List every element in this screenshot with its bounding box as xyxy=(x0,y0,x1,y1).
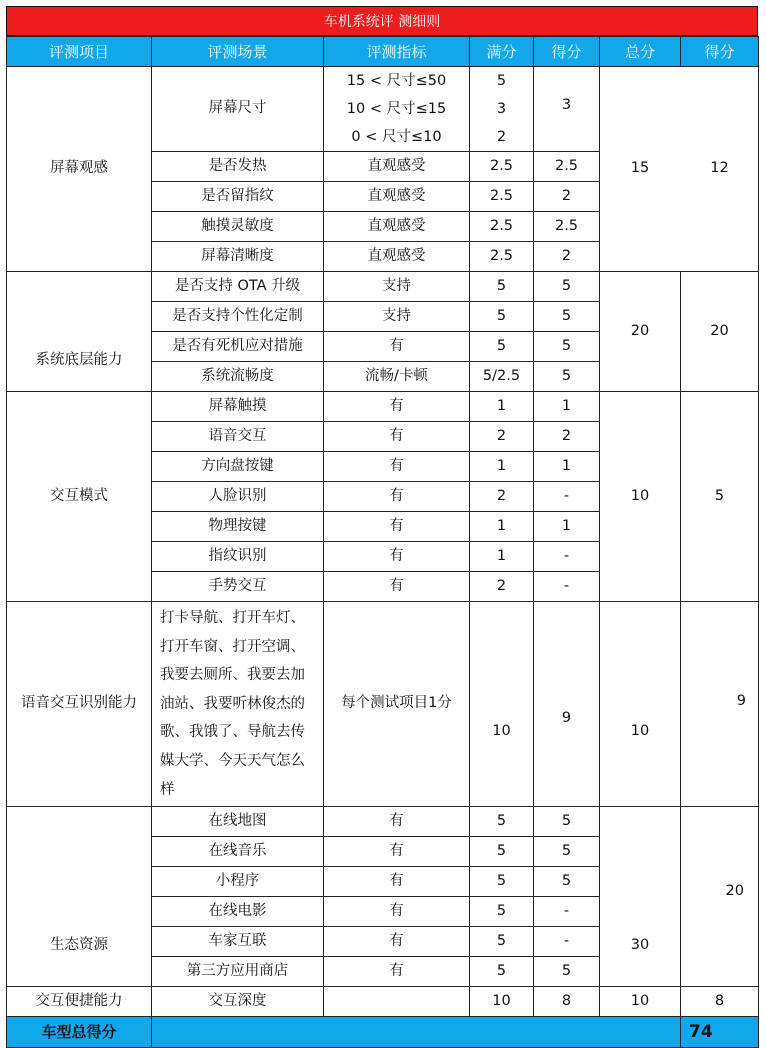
final-cell: 8 xyxy=(681,987,759,1017)
full-cell: 10 xyxy=(470,602,534,807)
full-cell: 5 xyxy=(470,897,534,927)
scene-cell: 屏幕尺寸 xyxy=(152,67,324,152)
metric-cell: 有 xyxy=(324,572,470,602)
metric-ranges xyxy=(324,67,470,152)
grand-total-spacer xyxy=(152,1017,681,1048)
metric-cell: 流畅/卡顿 xyxy=(324,362,470,392)
metric-cell: 支持 xyxy=(324,302,470,332)
score-cell: - xyxy=(534,572,600,602)
scene-cell: 方向盘按键 xyxy=(152,452,324,482)
score-cell: 5 xyxy=(534,362,600,392)
metric-cell: 直观感受 xyxy=(324,242,470,272)
range-line: 15 < 尺寸≤50 xyxy=(346,73,447,89)
metric-cell: 有 xyxy=(324,807,470,837)
metric-cell: 有 xyxy=(324,452,470,482)
full-cell: 2 xyxy=(470,482,534,512)
full-cell: 5/2.5 xyxy=(470,362,534,392)
full-cell: 5 xyxy=(470,807,534,837)
scene-cell: 手势交互 xyxy=(152,572,324,602)
scene-cell: 是否留指纹 xyxy=(152,182,324,212)
score-cell: 5 xyxy=(534,332,600,362)
final-cell: 20 xyxy=(681,272,759,392)
score-cell: 1 xyxy=(534,512,600,542)
header-full: 满分 xyxy=(470,37,534,67)
grand-total-row xyxy=(7,1017,759,1048)
category-system: 系统底层能力 xyxy=(7,272,152,392)
scene-cell: 屏幕触摸 xyxy=(152,392,324,422)
full-cell: 5 xyxy=(470,927,534,957)
category-convenience: 交互便捷能力 xyxy=(7,987,152,1017)
full-cell: 2 xyxy=(470,422,534,452)
header-item: 评测项目 xyxy=(7,37,152,67)
full-cell: 2.5 xyxy=(470,212,534,242)
metric-cell: 有 xyxy=(324,392,470,422)
full-cell: 5 xyxy=(470,957,534,987)
metric-cell xyxy=(324,987,470,1017)
score-cell: 8 xyxy=(534,987,600,1017)
scene-cell: 第三方应用商店 xyxy=(152,957,324,987)
scene-cell: 交互深度 xyxy=(152,987,324,1017)
header-scene: 评测场景 xyxy=(152,37,324,67)
full-cell: 2.5 xyxy=(470,182,534,212)
full-cell: 5 xyxy=(470,272,534,302)
scene-cell: 是否支持 OTA 升级 xyxy=(152,272,324,302)
full-score-lines xyxy=(470,67,534,152)
full-cell: 2.5 xyxy=(470,242,534,272)
metric-cell: 支持 xyxy=(324,272,470,302)
scene-cell: 在线地图 xyxy=(152,807,324,837)
scene-cell: 触摸灵敏度 xyxy=(152,212,324,242)
score-cell: 5 xyxy=(534,837,600,867)
full-cell: 5 xyxy=(470,867,534,897)
metric-cell: 有 xyxy=(324,482,470,512)
scene-cell: 是否发热 xyxy=(152,152,324,182)
metric-cell: 有 xyxy=(324,542,470,572)
metric-cell: 有 xyxy=(324,512,470,542)
category-screen: 屏幕观感 xyxy=(7,67,152,272)
category-voice: 语音交互识别能力 xyxy=(7,602,152,807)
table-row xyxy=(7,67,759,152)
full-cell: 5 xyxy=(470,302,534,332)
score-cell: 3 xyxy=(534,67,600,152)
metric-cell: 有 xyxy=(324,422,470,452)
sheet-title: 车机系统评 测细则 xyxy=(6,6,758,36)
final-cell: 9 xyxy=(681,602,759,807)
scene-cell: 小程序 xyxy=(152,867,324,897)
category-interaction: 交互模式 xyxy=(7,392,152,602)
range-line: 10 < 尺寸≤15 xyxy=(346,101,447,117)
total-cell: 10 xyxy=(600,987,681,1017)
score-cell: 2 xyxy=(534,242,600,272)
grand-total-label: 车型总得分 xyxy=(7,1017,152,1048)
score-cell: - xyxy=(534,897,600,927)
metric-cell: 每个测试项目1分 xyxy=(324,602,470,807)
score-cell: 2 xyxy=(534,182,600,212)
scene-cell: 在线电影 xyxy=(152,897,324,927)
header-metric: 评测指标 xyxy=(324,37,470,67)
total-cell: 30 xyxy=(600,807,681,987)
full-line: 3 xyxy=(496,101,507,117)
category-eco: 生态资源 xyxy=(7,807,152,987)
total-cell: 10 xyxy=(600,392,681,602)
metric-cell: 有 xyxy=(324,957,470,987)
scene-cell: 在线音乐 xyxy=(152,837,324,867)
scene-cell: 指纹识别 xyxy=(152,542,324,572)
score-cell: 9 xyxy=(534,602,600,807)
metric-cell: 直观感受 xyxy=(324,212,470,242)
score-cell: 5 xyxy=(534,867,600,897)
metric-cell: 有 xyxy=(324,927,470,957)
full-cell: 1 xyxy=(470,542,534,572)
final-cell: 20 xyxy=(681,807,759,987)
scene-cell: 是否支持个性化定制 xyxy=(152,302,324,332)
grand-total-value: 74 xyxy=(681,1017,759,1048)
score-table xyxy=(6,36,759,1048)
score-cell: 2 xyxy=(534,422,600,452)
voice-commands: 打卡导航、打开车灯、打开车窗、打开空调、我要去厕所、我要去加油站、我要听林俊杰的歌、我饿了、导航去传媒大学、今天天气怎么样 xyxy=(152,602,324,807)
metric-cell: 有 xyxy=(324,867,470,897)
header-total: 总分 xyxy=(600,37,681,67)
table-row xyxy=(7,602,759,807)
final-cell: 5 xyxy=(681,392,759,602)
table-row xyxy=(7,272,759,302)
full-cell: 5 xyxy=(470,332,534,362)
scene-cell: 是否有死机应对措施 xyxy=(152,332,324,362)
metric-cell: 直观感受 xyxy=(324,182,470,212)
score-cell: 5 xyxy=(534,807,600,837)
score-cell: 5 xyxy=(534,272,600,302)
metric-cell: 直观感受 xyxy=(324,152,470,182)
full-cell: 5 xyxy=(470,837,534,867)
score-cell: 5 xyxy=(534,957,600,987)
full-cell: 1 xyxy=(470,392,534,422)
score-sheet xyxy=(6,6,758,1048)
full-line: 5 xyxy=(496,73,507,89)
score-cell: 2.5 xyxy=(534,152,600,182)
scene-cell: 屏幕清晰度 xyxy=(152,242,324,272)
metric-cell: 有 xyxy=(324,897,470,927)
total-cell: 20 xyxy=(600,272,681,392)
full-cell: 1 xyxy=(470,512,534,542)
score-cell: 1 xyxy=(534,392,600,422)
score-cell: 2.5 xyxy=(534,212,600,242)
full-cell: 2 xyxy=(470,572,534,602)
full-cell: 1 xyxy=(470,452,534,482)
score-cell: - xyxy=(534,482,600,512)
score-cell: 5 xyxy=(534,302,600,332)
scene-cell: 物理按键 xyxy=(152,512,324,542)
full-cell: 2.5 xyxy=(470,152,534,182)
total-cell: 15 xyxy=(600,67,681,272)
total-cell: 10 xyxy=(600,602,681,807)
header-score: 得分 xyxy=(534,37,600,67)
score-cell: - xyxy=(534,542,600,572)
full-line: 2 xyxy=(496,129,507,145)
metric-cell: 有 xyxy=(324,837,470,867)
table-row xyxy=(7,392,759,422)
score-cell: 1 xyxy=(534,452,600,482)
full-cell: 10 xyxy=(470,987,534,1017)
table-row xyxy=(7,987,759,1017)
header-final: 得分 xyxy=(681,37,759,67)
final-cell: 12 xyxy=(681,67,759,272)
metric-cell: 有 xyxy=(324,332,470,362)
header-row xyxy=(7,37,759,67)
table-row xyxy=(7,807,759,837)
scene-cell: 系统流畅度 xyxy=(152,362,324,392)
scene-cell: 语音交互 xyxy=(152,422,324,452)
scene-cell: 车家互联 xyxy=(152,927,324,957)
range-line: 0 < 尺寸≤10 xyxy=(351,129,442,145)
score-cell: - xyxy=(534,927,600,957)
scene-cell: 人脸识别 xyxy=(152,482,324,512)
